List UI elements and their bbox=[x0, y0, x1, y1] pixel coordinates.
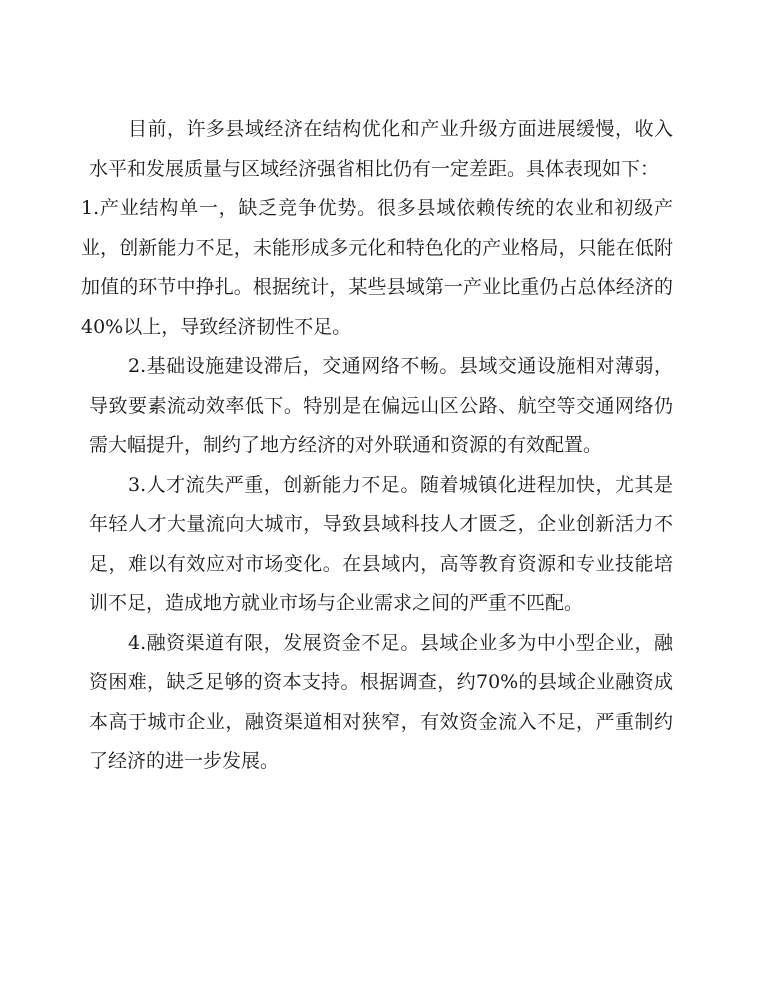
intro-paragraph: 目前，许多县域经济在结构优化和产业升级方面进展缓慢，收入水平和发展质量与区域经济强省相比仍有一定差距。具体表现如下： bbox=[89, 118, 673, 180]
point-1-paragraph: 1.产业结构单一，缺乏竞争优势。很多县域依赖传统的农业和初级产业，创新能力不足，未能形成多元化和特色化的产业格局，只能在低附加值的环节中挣扎。根据统计，某些县域第一产业比重仍占总体经济的40%以上，导致经济韧性不足。 bbox=[81, 197, 673, 338]
point-2-paragraph: 2.基础设施建设滞后，交通网络不畅。县域交通设施相对薄弱，导致要素流动效率低下。特别是在偏远山区公路、航空等交通网络仍需大幅提升，制约了地方经济的对外联通和资源的有效配置。 bbox=[89, 355, 673, 456]
point-4-paragraph: 4.融资渠道有限，发展资金不足。县域企业多为中小型企业，融资困难，缺乏足够的资本支持。根据调查，约70%的县域企业融资成本高于城市企业，融资渠道相对狭窄，有效资金流入不足，严重制约了经济的进一步发展。 bbox=[89, 631, 673, 772]
point-3-paragraph: 3.人才流失严重，创新能力不足。随着城镇化进程加快，尤其是年轻人才大量流向大城市，导致县域科技人才匮乏，企业创新活力不足，难以有效应对市场变化。在县域内，高等教育资源和专业技能培训不足，造成地方就业市场与企业需求之间的严重不匹配。 bbox=[89, 473, 673, 614]
document-body bbox=[81, 110, 673, 782]
